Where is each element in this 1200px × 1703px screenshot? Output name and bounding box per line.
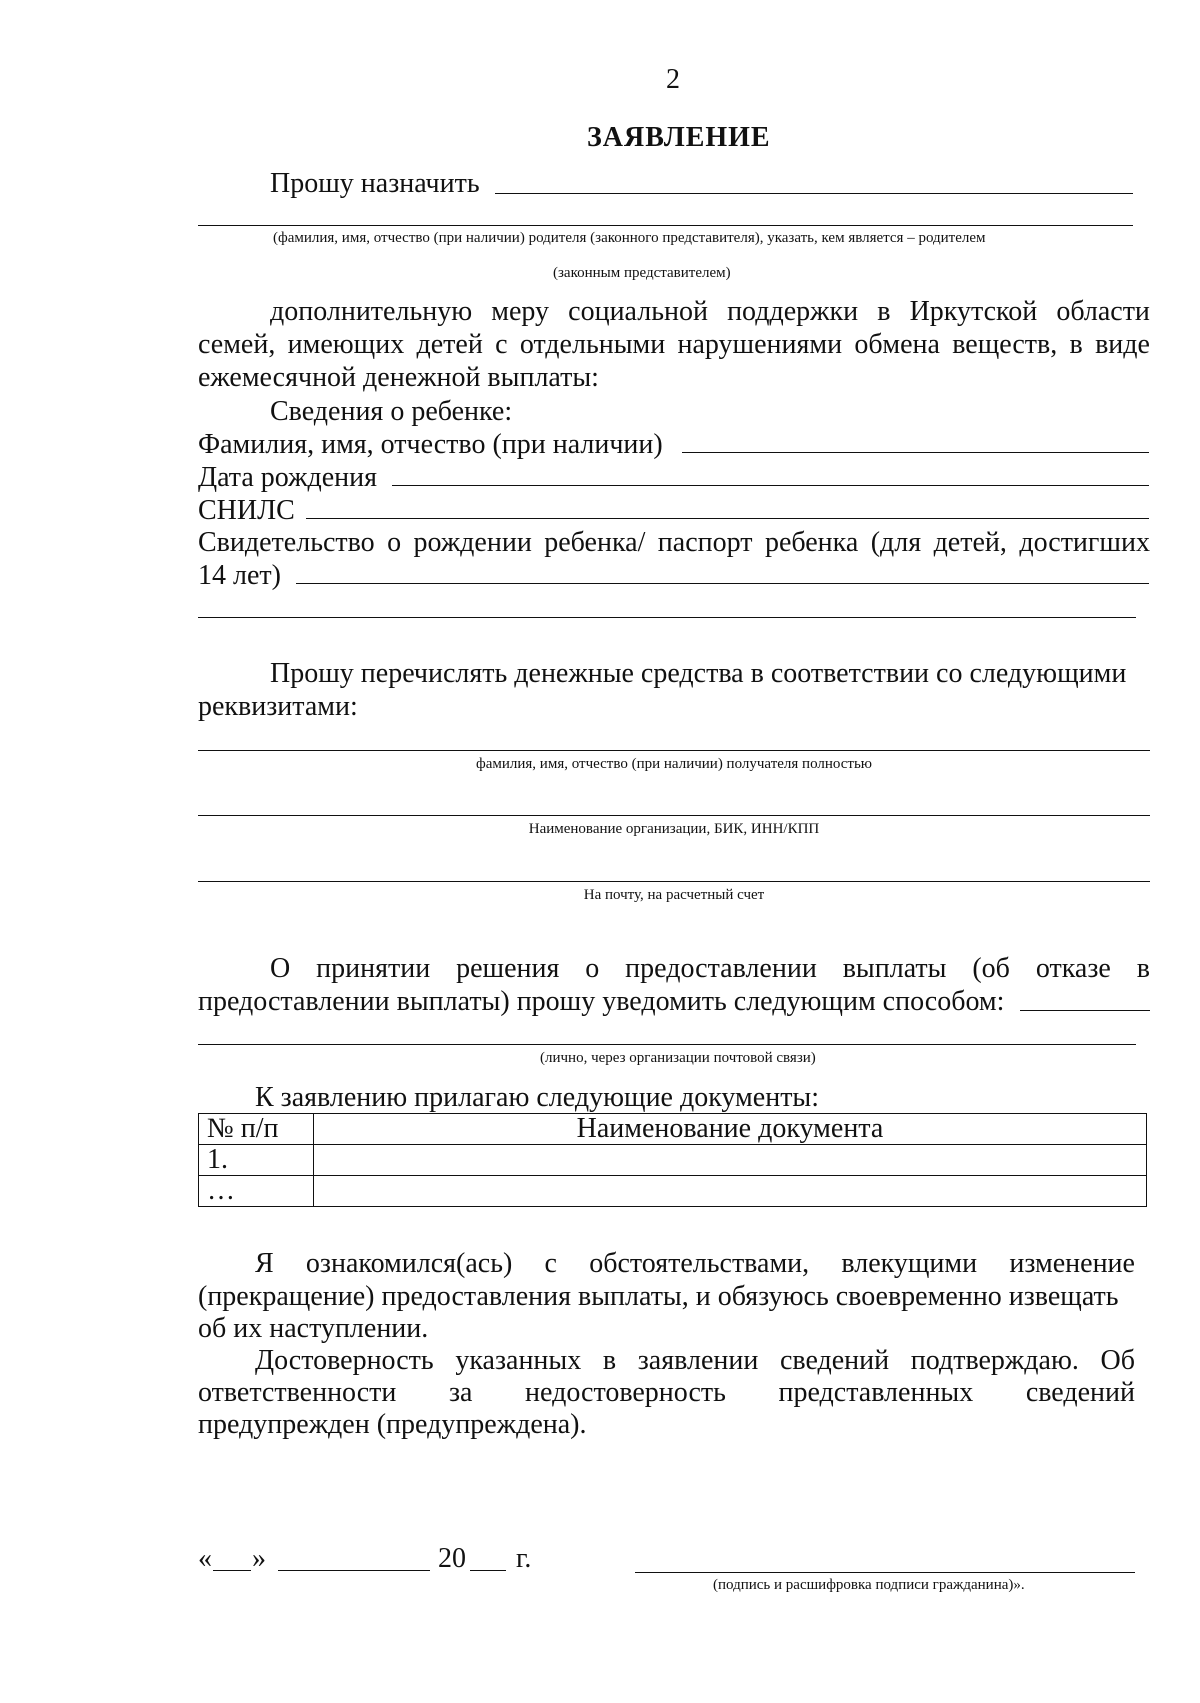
- confirm-line-2: ответственности за недостоверность представленных сведений: [198, 1377, 1135, 1408]
- acknowledge-line-1: Я ознакомился(ась) с обстоятельствами, влекущими изменение: [255, 1248, 1135, 1279]
- signature-caption: (подпись и расшифровка подписи гражданина)».: [713, 1577, 1025, 1593]
- notify-line-1: О принятии решения о предоставлении выплаты (об отказе в: [270, 953, 1150, 984]
- child-snils-label: СНИЛС: [198, 495, 295, 526]
- table-cell-document[interactable]: [314, 1145, 1147, 1176]
- child-snils-input[interactable]: [306, 518, 1149, 519]
- table-header-row: [199, 1114, 1147, 1145]
- table-header-number: № п/п: [199, 1114, 314, 1145]
- date-quote-close: »: [252, 1543, 266, 1574]
- measure-line-2: семей, имеющих детей с отдельными нарушениями обмена веществ, в виде: [198, 329, 1150, 360]
- date-year-prefix: 20: [438, 1543, 466, 1574]
- transfer-account-caption: На почту, на расчетный счет: [583, 887, 765, 903]
- child-fio-input[interactable]: [682, 452, 1149, 453]
- confirm-line-1: Достоверность указанных в заявлении сведений подтверждаю. Об: [255, 1345, 1135, 1376]
- table-row[interactable]: [199, 1145, 1147, 1176]
- child-heading: Сведения о ребенке:: [270, 396, 513, 427]
- transfer-recipient-input[interactable]: [198, 750, 1150, 751]
- notify-method-input[interactable]: [1020, 1010, 1150, 1011]
- child-cert-line-1: Свидетельство о рождении ребенка/ паспорт ребенка (для детей, достигших: [198, 527, 1150, 558]
- confirm-line-3: предупрежден (предупреждена).: [198, 1409, 587, 1440]
- measure-line-3: ежемесячной денежной выплаты:: [198, 362, 599, 393]
- transfer-recipient-caption: фамилия, имя, отчество (при наличии) получателя полностью: [475, 756, 873, 772]
- signature-input[interactable]: [635, 1572, 1135, 1573]
- transfer-line-1: Прошу перечислять денежные средства в соответствии со следующими: [270, 658, 1127, 689]
- transfer-account-input[interactable]: [198, 881, 1150, 882]
- child-birth-input[interactable]: [392, 485, 1149, 486]
- attachments-heading: К заявлению прилагаю следующие документы:: [255, 1082, 820, 1113]
- acknowledge-line-3: об их наступлении.: [198, 1313, 429, 1344]
- notify-method-input-2[interactable]: [198, 1044, 1136, 1045]
- table-cell-number: 1.: [199, 1145, 314, 1176]
- table-header-document: Наименование документа: [314, 1114, 1147, 1145]
- request-caption-1: (фамилия, имя, отчество (при наличии) родителя (законного представителя), указать, кем является – родителем: [273, 230, 986, 246]
- request-input-line[interactable]: [495, 193, 1133, 194]
- date-quote-open: «: [198, 1543, 212, 1574]
- table-row[interactable]: [199, 1176, 1147, 1207]
- request-prompt: Прошу назначить: [270, 168, 480, 199]
- table-cell-number: …: [199, 1176, 314, 1207]
- date-year-suffix: г.: [516, 1543, 532, 1574]
- transfer-line-2: реквизитами:: [198, 691, 358, 722]
- child-cert-input-2[interactable]: [198, 617, 1136, 618]
- date-year-input[interactable]: [470, 1570, 506, 1571]
- child-birth-label: Дата рождения: [198, 462, 377, 493]
- request-input-line-2[interactable]: [198, 225, 1133, 226]
- page-number: 2: [666, 64, 680, 95]
- request-caption-2: (законным представителем): [553, 265, 731, 281]
- notify-line-2: предоставлении выплаты) прошу уведомить следующим способом:: [198, 986, 1005, 1017]
- acknowledge-line-2: (прекращение) предоставления выплаты, и обязуюсь своевременно извещать: [198, 1281, 1119, 1312]
- transfer-org-input[interactable]: [198, 815, 1150, 816]
- transfer-org-caption: Наименование организации, БИК, ИНН/КПП: [528, 821, 820, 837]
- attachments-table: [198, 1113, 1147, 1207]
- measure-line-1: дополнительную меру социальной поддержки в Иркутской области: [270, 296, 1150, 327]
- child-fio-label: Фамилия, имя, отчество (при наличии): [198, 429, 663, 460]
- document-title: ЗАЯВЛЕНИЕ: [587, 122, 771, 153]
- table-cell-document[interactable]: [314, 1176, 1147, 1207]
- date-day-input[interactable]: [213, 1570, 251, 1571]
- notify-caption: (лично, через организации почтовой связи): [540, 1050, 816, 1066]
- child-cert-input[interactable]: [296, 583, 1149, 584]
- date-month-input[interactable]: [278, 1570, 430, 1571]
- child-cert-line-2: 14 лет): [198, 560, 281, 591]
